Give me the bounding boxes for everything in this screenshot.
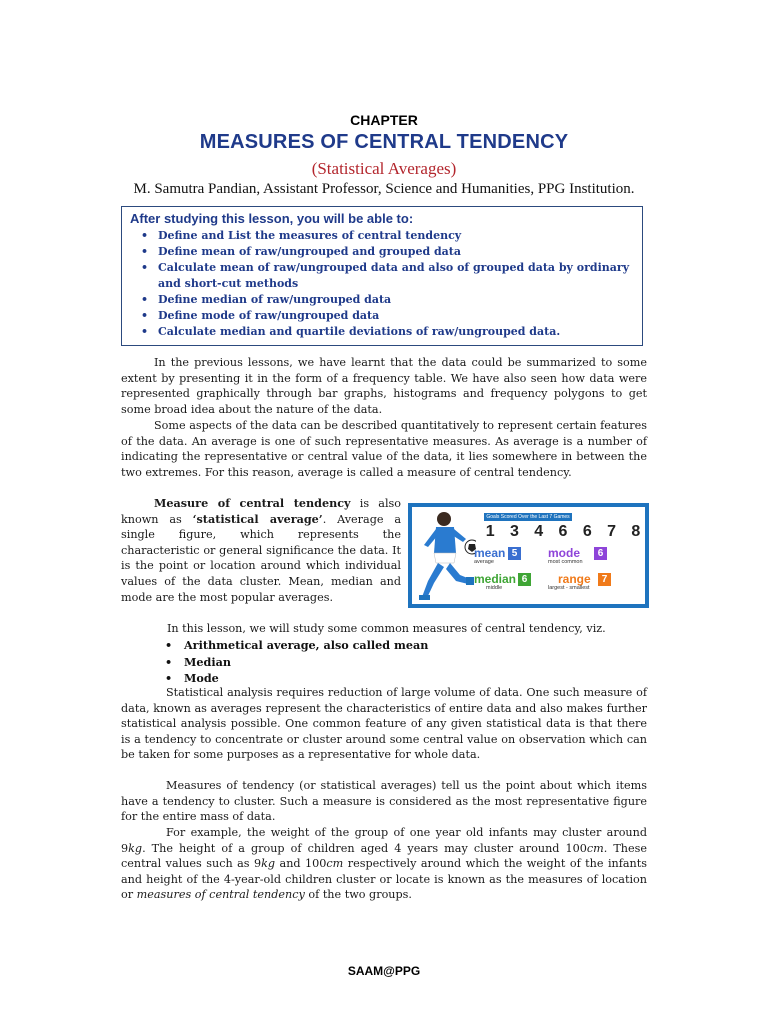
central-tendency-infographic <box>408 503 649 608</box>
paragraph-text: For example, the weight of the group of one year old infants may cluster around 9 <box>121 826 647 855</box>
data-value: 6 <box>558 523 568 540</box>
objective-item: • Define and List the measures of central tendency <box>158 228 634 244</box>
median-stat <box>474 572 528 592</box>
page-title: MEASURES OF CENTRAL TENDENCY <box>199 131 569 153</box>
data-values <box>478 523 648 541</box>
measure-item: • Median <box>163 654 428 671</box>
measures-list <box>163 637 428 687</box>
page-footer: SAAM@PPG <box>347 964 421 978</box>
paragraph-text: of the two groups. <box>304 888 412 902</box>
data-value: 4 <box>534 523 544 540</box>
paragraph-example <box>121 825 647 903</box>
range-word: range <box>558 572 591 586</box>
unit-text: cm <box>326 857 344 871</box>
data-value: 7 <box>607 523 616 540</box>
emphasis-text: measures of central tendency <box>136 888 305 902</box>
objective-item: • Define mean of raw/ungrouped and grouped data <box>158 244 634 260</box>
range-badge: 7 <box>598 573 611 586</box>
objective-item: • Define mode of raw/ungrouped data <box>158 308 634 324</box>
range-desc: largest - smallest <box>548 585 590 591</box>
soccer-player-icon <box>414 509 476 605</box>
mean-desc: average <box>474 559 494 565</box>
learning-objectives-box <box>121 206 643 346</box>
paragraph-statistical-average <box>121 496 401 605</box>
range-stat <box>548 572 608 592</box>
data-value: 3 <box>509 523 519 540</box>
term-statistical-average: ‘statistical average’ <box>192 511 323 526</box>
median-badge: 6 <box>518 573 531 586</box>
objective-item: • Calculate median and quartile deviations of raw/ungrouped data. <box>158 324 634 340</box>
measure-item: • Mode <box>163 670 428 687</box>
objective-item: • Calculate mean of raw/ungrouped data and also of grouped data by ordinary and short-cut methods <box>158 260 634 292</box>
author-line: M. Samutra Pandian, Assistant Professor, Science and Humanities, PPG Institution. <box>133 181 635 197</box>
objective-item: • Define median of raw/ungrouped data <box>158 292 634 308</box>
paragraph-text: . The height of a group of children aged 4 years may cluster around 100 <box>142 841 587 855</box>
median-desc: middle <box>486 585 503 591</box>
measure-item: • Arithmetical average, also called mean <box>163 637 428 654</box>
paragraph-text: is also known as <box>121 497 402 526</box>
paragraph-lesson-intro: In this lesson, we will study some common measures of central tendency, viz. <box>167 622 606 635</box>
paragraph-text: and 100 <box>275 857 327 871</box>
objectives-list <box>130 228 634 340</box>
mode-badge: 6 <box>594 547 607 560</box>
paragraph-average: Some aspects of the data can be described quantitatively to represent certain features of the data. An average is one of such representative measures. As average is a number of indicating the representative or central value of the data, it lies somewhere in between the two extremes. For this reason, average is called a measure of central tendency. <box>121 419 647 479</box>
chapter-label: CHAPTER <box>350 112 418 128</box>
infographic-banner: Goals Scored Over the Last 7 Games <box>484 513 572 521</box>
mean-word: mean <box>474 546 506 560</box>
data-value: 6 <box>582 523 592 540</box>
data-value: 8 <box>631 523 641 540</box>
median-word: median <box>474 572 517 586</box>
unit-text: kg <box>261 857 276 871</box>
mode-stat <box>548 546 604 566</box>
page-subtitle: (Statistical Averages) <box>311 159 457 178</box>
paragraph-statistical-analysis: Statistical analysis requires reduction of large volume of data. One such measure of data, known as averages represent the characteristics of entire data and also makes further statistical analysis possible. One common feature of any given statistical data is that there is a tendency to concentrate or cluster around some central value on observation which can be taken for some purposes as a representative for whole data. <box>121 686 647 762</box>
objectives-heading: After studying this lesson, you will be able to: <box>130 211 414 226</box>
mode-desc: most common <box>548 559 583 565</box>
paragraph-text: These central values such as 9 <box>121 841 647 871</box>
mode-word: mode <box>548 546 581 560</box>
data-value: 1 <box>485 523 495 540</box>
paragraph-text: . Average a single figure, which represents the characteristic or general significance the data. It is the point or location around which individual values of the data cluster. Mean, median and mode are the most popular averages. <box>121 512 401 604</box>
unit-text: kg <box>128 841 143 855</box>
mean-badge: 5 <box>508 547 521 560</box>
paragraph-text: respectively around which the weight of the infants and height of the 4-year-old children cluster or locate is known as the measures of location or <box>121 857 647 902</box>
paragraph-measures-of-tendency: Measures of tendency (or statistical averages) tell us the point about which items have a tendency to cluster. Such a measure is considered as the most representative figure for the entire mass of data. <box>121 779 647 824</box>
term-measure-of-central-tendency: Measure of central tendency <box>154 496 351 510</box>
mean-stat <box>474 546 518 566</box>
unit-text: cm. <box>586 841 608 855</box>
paragraph-intro: In the previous lessons, we have learnt that the data could be summarized to some extent by presenting it in the form of a frequency table. We have also seen how data were represented graphically through bar graphs, histograms and frequency polygons to get some broad idea about the nature of the data. <box>121 356 647 416</box>
